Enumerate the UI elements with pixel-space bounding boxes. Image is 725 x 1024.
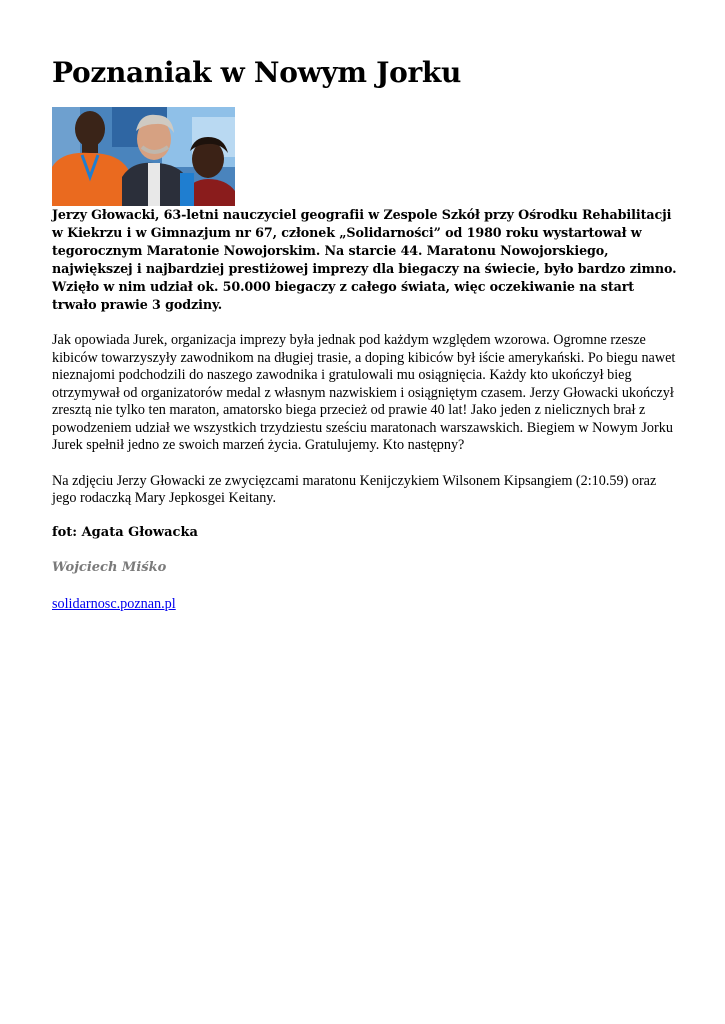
article-title: Poznaniak w Nowym Jorku bbox=[52, 56, 462, 89]
photo-credit: fot: Agata Głowacka bbox=[52, 524, 198, 540]
article-photo bbox=[52, 107, 235, 206]
article bbox=[52, 0, 677, 613]
article-body: Jak opowiada Jurek, organizacja imprezy była jednak pod każdym względem wzorowa. Ogromne rzesze kibiców towarzyszyły zawodnikom na długiej trasie, a doping kibiców był iście amerykański. Po biegu nawet nieznajomi podchodzili do naszego zawodnika i gratulowali mu osiągnięcia. Każdy kto ukończył bieg otrzymywał od organizatorów medal z własnym nazwiskiem i osiągniętym czasem. Jerzy Głowacki ukończył zresztą nie tylko ten maraton, amatorsko biega przecież od prawie 40 lat! Jako jeden z nielicznych brał z powodzeniem udział we wszystkich trzydziestu sześciu maratonach warszawskich. Biegiem w Nowym Jorku Jurek spełnił jedno ze swoich marzeń życia. Gratulujemy. Kto następny? bbox=[52, 332, 676, 453]
source bbox=[52, 595, 677, 613]
source-link[interactable]: solidarnosc.poznan.pl bbox=[52, 595, 176, 612]
article-author: Wojciech Miśko bbox=[52, 559, 167, 575]
article-lead: Jerzy Głowacki, 63-letni nauczyciel geografii w Zespole Szkół przy Ośrodku Rehabilitacji w Kiekrzu i w Gimnazjum nr 67, członek „Solidarności” od 1980 roku wystartował w tegorocznym Maratonie Nowojorskim. Na starcie 44. Maratonu Nowojorskiego, największej i najbardziej prestiżowej imprezy dla biegaczy na świecie, było bardzo zimno. Wzięło w nim udział ok. 50.000 biegaczy z całego świata, więc oczekiwanie na start trwało prawie 3 godziny. bbox=[52, 207, 677, 312]
photo-caption: Na zdjęciu Jerzy Głowacki ze zwycięzcami maratonu Kenijczykiem Wilsonem Kipsangiem (2:10.59) oraz jego rodaczką Mary Jepkosgei Keitany. bbox=[52, 472, 657, 506]
